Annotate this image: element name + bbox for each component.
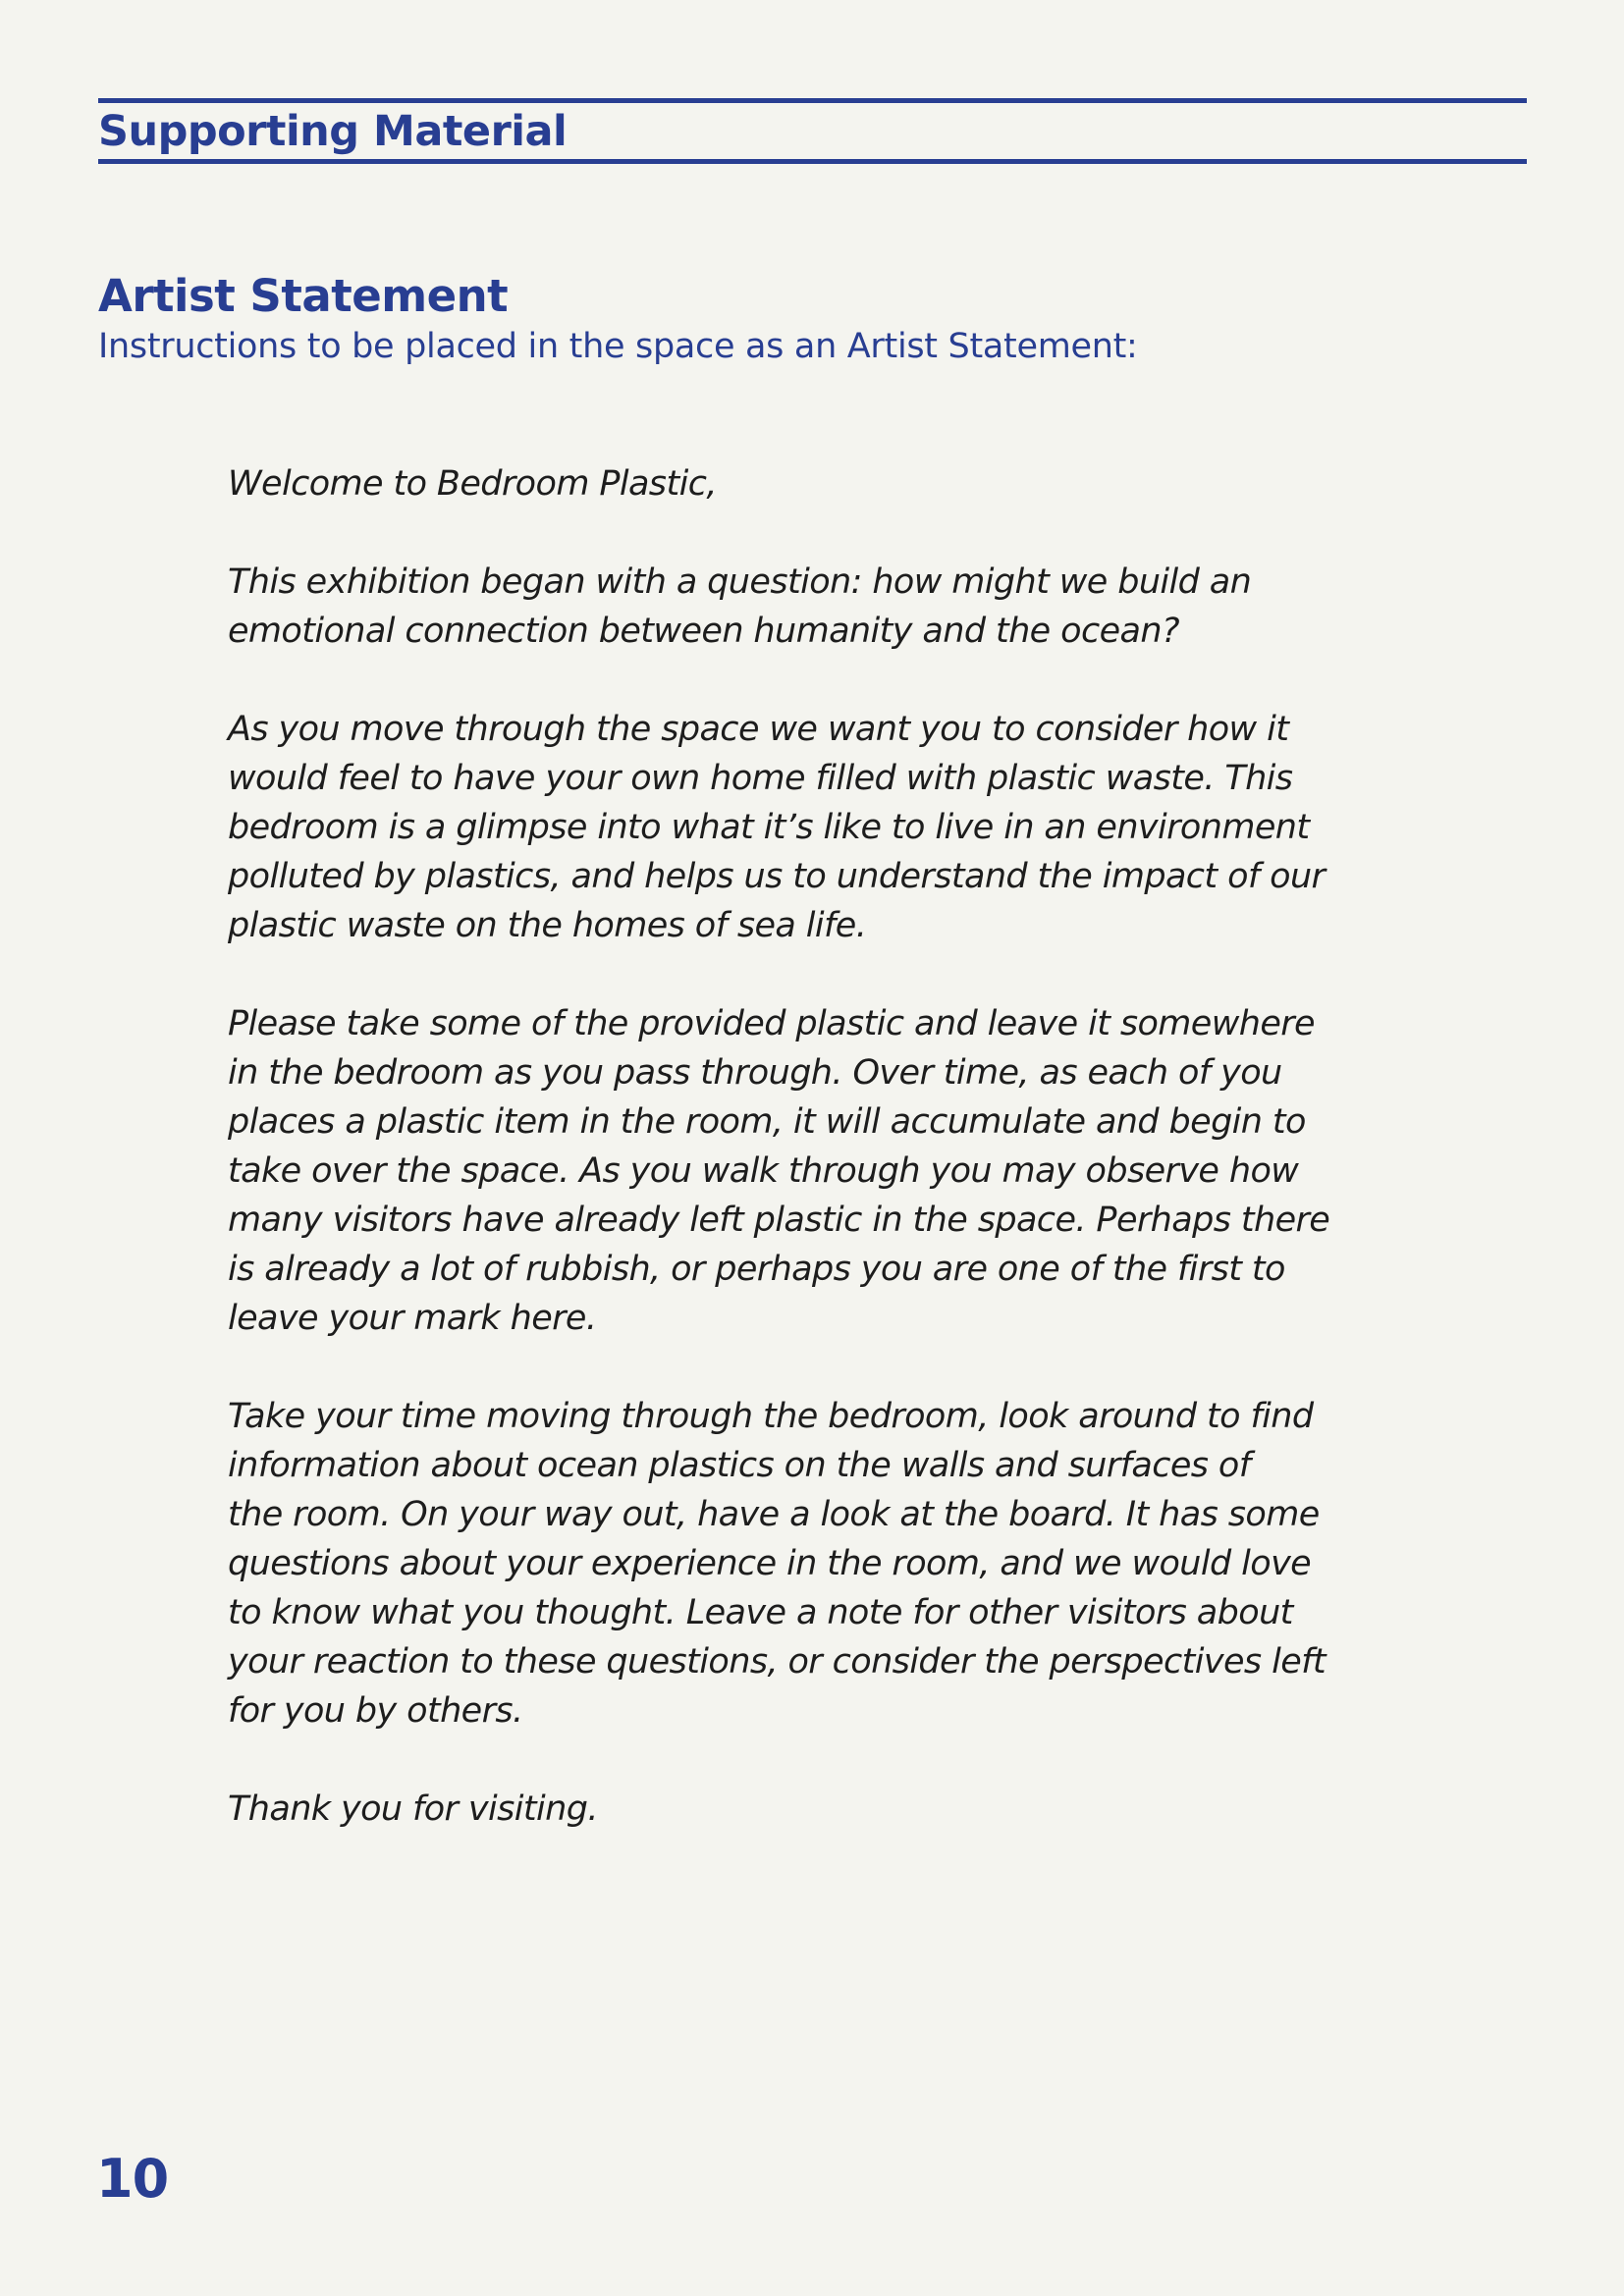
statement-line: As you move through the space we want you to consider how it <box>228 710 1289 749</box>
statement-line: the room. On your way out, have a look at the board. It has some <box>228 1495 1320 1534</box>
statement-line: Welcome to Bedroom Plastic, <box>228 464 717 504</box>
page-heading: Artist Statement <box>98 270 509 322</box>
statement-line: This exhibition began with a question: how might we build an <box>228 562 1252 602</box>
statement-line: questions about your experience in the room, and we would love <box>228 1544 1312 1583</box>
statement-line: emotional connection between humanity and the ocean? <box>228 612 1179 651</box>
statement-greeting <box>228 459 1406 508</box>
statement-paragraph-4 <box>228 1392 1406 1735</box>
page-subheading: Instructions to be placed in the space as an Artist Statement: <box>98 327 1138 366</box>
statement-line: Take your time moving through the bedroom, look around to find <box>228 1397 1314 1436</box>
section-title: Supporting Material <box>98 107 568 156</box>
statement-line: your reaction to these questions, or consider the perspectives left <box>228 1642 1326 1682</box>
statement-line: information about ocean plastics on the walls and surfaces of <box>228 1446 1251 1485</box>
statement-line: Please take some of the provided plastic and leave it somewhere <box>228 1004 1315 1043</box>
statement-paragraph-3 <box>228 999 1406 1343</box>
statement-line: is already a lot of rubbish, or perhaps you are one of the first to <box>228 1250 1285 1289</box>
statement-line: take over the space. As you walk through you may observe how <box>228 1151 1299 1191</box>
header-rule-top <box>98 98 1527 103</box>
statement-paragraph-2 <box>228 705 1406 950</box>
statement-closing <box>228 1785 1406 1834</box>
statement-line: places a plastic item in the room, it will accumulate and begin to <box>228 1102 1306 1142</box>
artist-statement <box>228 459 1406 1883</box>
statement-line: would feel to have your own home filled with plastic waste. This <box>228 759 1293 798</box>
statement-paragraph-1 <box>228 558 1406 656</box>
statement-line: plastic waste on the homes of sea life. <box>228 906 867 945</box>
statement-line: bedroom is a glimpse into what it’s like to live in an environment <box>228 808 1310 847</box>
statement-line: leave your mark here. <box>228 1299 597 1338</box>
statement-line: many visitors have already left plastic in the space. Perhaps there <box>228 1201 1330 1240</box>
statement-line: Thank you for visiting. <box>228 1789 598 1829</box>
statement-line: to know what you thought. Leave a note for other visitors about <box>228 1593 1293 1632</box>
statement-line: in the bedroom as you pass through. Over time, as each of you <box>228 1053 1282 1093</box>
page-number: 10 <box>96 2148 169 2210</box>
statement-line: polluted by plastics, and helps us to understand the impact of our <box>228 857 1326 896</box>
header-rule-bottom <box>98 159 1527 164</box>
statement-line: for you by others. <box>228 1691 523 1731</box>
